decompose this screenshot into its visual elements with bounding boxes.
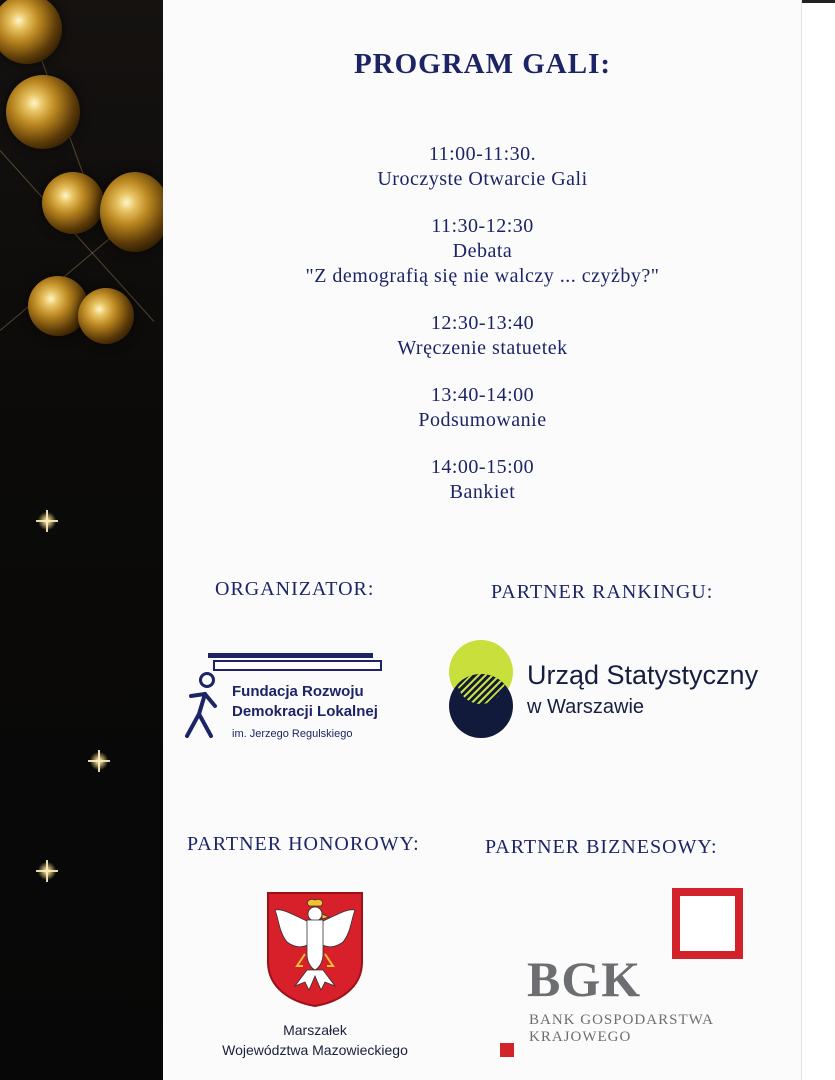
agenda-time: 14:00-15:00 — [430, 456, 535, 478]
agenda-list — [163, 142, 802, 527]
decorative-side-panel — [0, 0, 163, 1080]
agenda-item — [163, 383, 802, 433]
coat-of-arms-eagle-icon — [265, 890, 365, 1008]
agenda-time: 11:30-12:30 — [431, 215, 534, 237]
honorary-caption-line2: Województwa Mazowieckiego — [222, 1042, 408, 1058]
us-logo-circle-icon — [449, 674, 513, 738]
bgk-name — [529, 1012, 714, 1046]
agenda-description: Bankiet — [449, 481, 516, 503]
organizer-logo — [183, 650, 413, 745]
page-edge — [801, 0, 835, 1080]
honorary-caption-line1: Marszałek — [283, 1022, 347, 1038]
organizer-name-line2: Demokracji Lokalnej — [232, 703, 378, 720]
agenda-time: 12:30-13:40 — [430, 312, 535, 334]
walking-person-icon — [183, 672, 219, 740]
ornament-ball — [42, 172, 104, 234]
ranking-partner-name-line2: w Warszawie — [527, 696, 645, 718]
organizer-subtitle: im. Jerzego Regulskiego — [232, 728, 353, 740]
page-title: PROGRAM GALI: — [353, 48, 612, 80]
sparkle-icon — [36, 510, 58, 532]
bgk-logo-letters: BGK — [527, 951, 642, 1007]
agenda-item — [163, 455, 802, 505]
ranking-partner-label: PARTNER RANKINGU: — [491, 581, 714, 603]
agenda-item — [163, 214, 802, 289]
ranking-partner-name-line1: Urząd Statystyczny — [527, 660, 759, 690]
ornament-ball — [0, 0, 62, 64]
agenda-description: Wręczenie statuetek — [397, 337, 568, 359]
agenda-description: "Z demografią się nie walczy ... czyżby?" — [305, 265, 660, 287]
agenda-item — [163, 142, 802, 192]
organizer-label: ORGANIZATOR: — [215, 578, 375, 600]
honorary-partner-caption — [200, 1020, 430, 1060]
agenda-time: 11:00-11:30. — [428, 143, 537, 165]
business-partner-label: PARTNER BIZNESOWY: — [485, 836, 718, 858]
honorary-partner-label: PARTNER HONOROWY: — [187, 833, 420, 855]
sparkle-icon — [36, 860, 58, 882]
organizer-name-line1: Fundacja Rozwoju — [232, 683, 364, 700]
bgk-dot-icon — [500, 1043, 514, 1057]
ornament-ball — [78, 288, 134, 344]
sparkle-icon — [88, 750, 110, 772]
agenda-description: Uroczyste Otwarcie Gali — [377, 168, 588, 190]
bgk-name-line1: BANK GOSPODARSTWA — [529, 1012, 714, 1028]
agenda-description: Debata — [452, 240, 513, 262]
agenda-item — [163, 311, 802, 361]
agenda-time: 13:40-14:00 — [430, 384, 535, 406]
ranking-partner-logo — [447, 640, 777, 740]
agenda-description: Podsumowanie — [418, 409, 547, 431]
bgk-name-line2: KRAJOWEGO — [529, 1029, 632, 1045]
ornament-ball — [6, 75, 80, 149]
ornament-ball — [100, 172, 163, 252]
bgk-square-icon — [672, 888, 743, 959]
